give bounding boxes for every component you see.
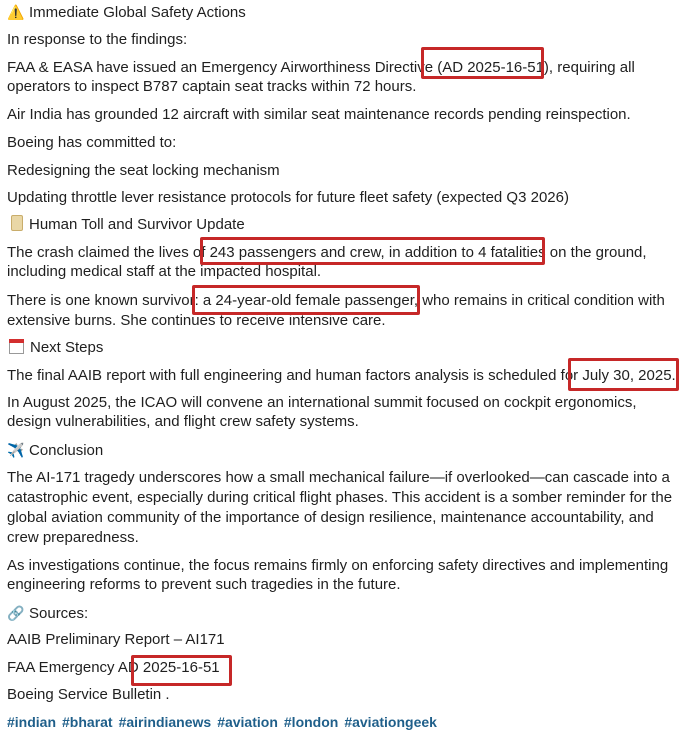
conclusion-p1-line-3: global aviation community of the importance of design resilience, maintenance accountability, and xyxy=(7,509,654,526)
boeing-item-2: Updating throttle lever resistance protocols for future fleet safety (expected Q3 2026) xyxy=(7,189,569,206)
warning-icon: ⚠️ xyxy=(7,4,25,20)
icao-line-1: In August 2025, the ICAO will convene an international summit focused on cockpit ergonomics, xyxy=(7,394,637,411)
hashtag-link[interactable]: #airindianews xyxy=(118,714,212,730)
survivor-line-1: There is one known survivor: a 24-year-old female passenger, who remains in critical condition with xyxy=(7,292,665,309)
hashtag-link[interactable]: #bharat xyxy=(62,714,113,730)
survivor-line-2: extensive burns. She continues to receive intensive care. xyxy=(7,312,386,329)
boeing-intro: Boeing has committed to: xyxy=(7,134,177,151)
conclusion-p1-line-4: crew preparedness. xyxy=(7,529,139,546)
icao-line-2: design vulnerabilities, and flight crew safety systems. xyxy=(7,413,359,430)
airplane-icon: ✈️ xyxy=(7,442,25,458)
hashtag-row xyxy=(7,712,443,732)
air-india-line: Air India has grounded 12 aircraft with similar seat maintenance records pending reinspection. xyxy=(7,106,631,123)
link-icon: 🔗 xyxy=(7,605,25,621)
conclusion-p2-line-1: As investigations continue, the focus remains firmly on enforcing safety directives and implementing xyxy=(7,557,669,574)
faa-line-2: operators to inspect B787 captain seat tracks within 72 hours. xyxy=(7,78,417,95)
conclusion-p1-line-1: The AI-171 tragedy underscores how a small mechanical failure—if overlooked—can cascade into a xyxy=(7,469,670,486)
scroll-icon xyxy=(11,215,23,231)
toll-heading: Human Toll and Survivor Update xyxy=(7,215,245,235)
source-item-1: AAIB Preliminary Report – AI171 xyxy=(7,631,225,648)
hashtag-link[interactable]: #indian xyxy=(7,714,57,730)
safety-heading: ⚠️ Immediate Global Safety Actions xyxy=(7,4,246,21)
hashtag-link[interactable]: #london xyxy=(283,714,339,730)
next-heading: Next Steps xyxy=(7,338,103,358)
report-line: The final AAIB report with full engineering and human factors analysis is scheduled for July 30, 2025. xyxy=(7,367,676,384)
hashtag-link[interactable]: #aviationgeek xyxy=(344,714,437,730)
boeing-item-1: Redesigning the seat locking mechanism xyxy=(7,162,280,179)
conclusion-heading: ✈️ Conclusion xyxy=(7,442,104,459)
sources-heading: 🔗 Sources: xyxy=(7,605,89,622)
safety-intro: In response to the findings: xyxy=(7,31,188,48)
hashtag-link[interactable]: #aviation xyxy=(217,714,278,730)
source-item-3: Boeing Service Bulletin . xyxy=(7,686,170,703)
conclusion-p2-line-2: engineering reforms to prevent such tragedies in the future. xyxy=(7,576,401,593)
crash-line-1: The crash claimed the lives of 243 passengers and crew, in addition to 4 fatalities on the ground, xyxy=(7,244,647,261)
calendar-icon xyxy=(9,339,24,354)
crash-line-2: including medical staff at the impacted hospital. xyxy=(7,263,322,280)
source-item-2: FAA Emergency AD 2025-16-51 xyxy=(7,659,220,676)
faa-line-1: FAA & EASA have issued an Emergency Airworthiness Directive (AD 2025-16-51), requiring all xyxy=(7,59,635,76)
conclusion-p1-line-2: catastrophic event, especially during critical flight phases. This accident is a somber reminder for the xyxy=(7,489,673,506)
